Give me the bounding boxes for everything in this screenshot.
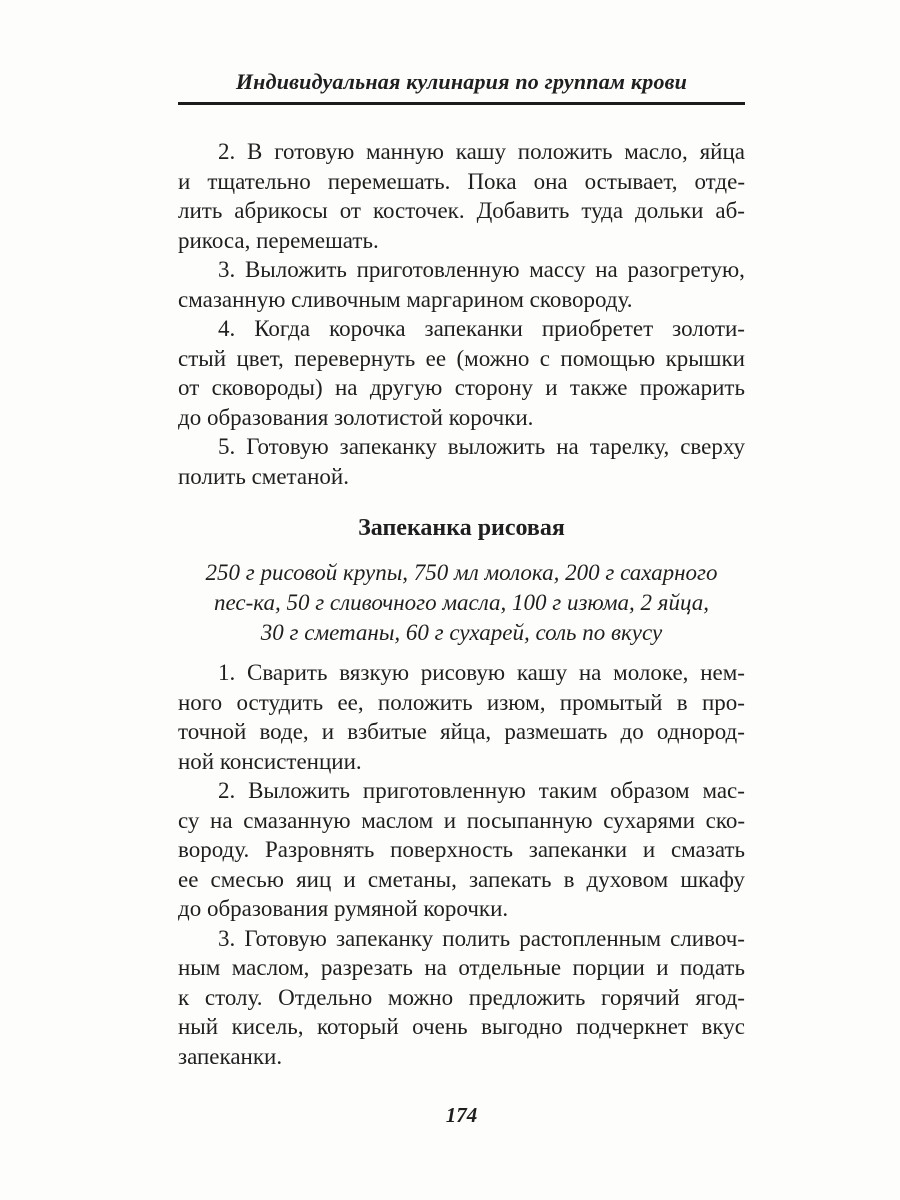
word: Добавить [476,198,570,223]
word: помощью [560,345,656,371]
text-line [178,953,745,983]
text-line [178,432,745,462]
text-line [178,255,745,285]
word: запеканки [528,837,628,862]
word: маслом, [231,955,310,980]
word: остудить [236,689,324,715]
word: до [620,719,644,744]
word: ско- [705,807,745,833]
word: точной [178,719,247,744]
word: выгодно [481,1014,563,1039]
word: образом [610,778,690,803]
word: от [339,198,361,223]
word: однород- [656,719,745,744]
word: яйца [699,139,745,164]
word: горячий [601,984,680,1010]
word: Выложить [248,778,351,803]
header-rule [178,102,745,105]
word: крышки [665,345,745,371]
text-line: ной консистенции. [178,748,362,774]
word: масло, [624,139,688,164]
word: 4. [218,316,236,341]
word: сверху [680,434,745,459]
word: ягод- [695,984,745,1010]
word: взбитые [347,719,427,744]
word: Пока [467,168,517,194]
word: от [178,375,200,400]
word: лить [178,198,223,223]
text-line: рикоса, перемешать. [178,227,379,253]
word: изюм, [486,689,546,715]
text-line: до образования золотистой корочки. [178,404,534,430]
word: ее [425,345,447,371]
text-line [178,167,745,197]
text-line: смазанную сливочным маргарином сковороду. [178,286,633,312]
word: предложить [468,984,586,1010]
word: манную [366,139,444,164]
word: яиц [296,866,332,892]
word: золоти- [672,316,745,341]
text-line [178,314,745,344]
word: воде, [259,719,309,744]
word: Отдельно [278,984,373,1010]
word: вкус [701,1014,745,1039]
text-line [178,717,745,747]
text-line: запеканки. [178,1043,283,1069]
word: и [656,955,669,980]
word: подчеркнет [576,1014,689,1039]
word: и [343,866,356,892]
text-line [178,924,745,954]
recipe-title: Запеканка рисовая [358,515,565,541]
text-line [178,196,745,226]
word: выложить [447,434,546,459]
word: Когда [254,316,311,341]
type-area [178,0,745,1129]
paragraph [178,924,745,1072]
word: 3. [218,257,236,282]
intro-steps [178,137,745,491]
word: поверхность [390,837,513,862]
word: сметаны, [367,866,457,892]
word: рисовую [420,660,506,685]
text-line [178,865,745,895]
word: тщательно [207,168,311,194]
word: таким [538,778,598,803]
word: смазать [670,837,745,862]
word: на [556,434,579,459]
word: и [545,375,558,400]
word: очень [412,1014,468,1039]
word: перемешать. [327,168,451,194]
word: другую [369,375,443,400]
word: с [539,345,550,371]
word: кашу [455,139,506,164]
word: столу. [204,984,263,1010]
word: про- [701,689,745,715]
paragraph [178,658,745,776]
paragraph [178,314,745,432]
word: Готовую [244,925,327,951]
word: туда [581,198,624,223]
word: посыпанную [466,807,593,833]
text-line [178,344,745,374]
word: кашу [516,660,568,685]
word: сковороды) [211,375,323,400]
word: ного [178,689,223,715]
word: приобретет [541,316,654,341]
word: 2. [218,139,236,164]
ingredients [178,558,745,648]
word: на [210,807,233,833]
text-line [178,373,745,403]
word: разрезать [320,955,413,980]
word: корочка [329,316,406,341]
word: полить [442,925,511,951]
word: на [595,257,618,282]
word: положить [377,689,473,715]
word: в [563,866,575,892]
text-line [178,658,745,688]
paragraph [178,432,745,491]
text-line [178,688,745,718]
word: положить [517,139,613,164]
word: приготовленную [356,257,520,282]
word: Выложить [244,257,347,282]
word: аб- [715,198,745,223]
word: к [178,984,190,1010]
word: прожарить [639,375,745,400]
text-line [178,776,745,806]
paragraph [178,137,745,255]
word: (можно [456,345,530,371]
text-line: до образования румяной корочки. [178,896,509,921]
word: разогретую, [627,257,745,282]
word: стый [178,345,227,371]
word: яйца, [440,719,492,744]
word: запекать [468,866,552,892]
word: размешать [504,719,608,744]
ingredients-line: 30 г сметаны, 60 г сухарей, соль по вкусу [260,620,663,645]
word: В [247,139,263,164]
word: на [334,375,358,400]
word: 1. [218,660,236,685]
text-line [178,1012,745,1042]
word: сухарями [603,807,695,833]
paragraph [178,255,745,314]
word: сливоч- [670,925,745,951]
word: запеканку [335,925,434,951]
word: мас- [702,778,745,803]
word: остывает, [584,168,678,194]
word: молоке, [613,660,689,685]
word: Разровнять [264,837,375,862]
word: готовую [274,139,355,164]
word: шкафу [680,866,745,892]
word: приготовленную [362,778,526,803]
word: духовом [586,866,669,892]
word: Готовую [246,434,329,459]
word: дольки [635,198,704,223]
recipe-steps [178,658,745,1071]
word: также [569,375,628,400]
word: 2. [218,778,236,803]
word: нем- [700,660,745,685]
word: су [178,807,200,833]
word: Сварить [247,660,328,685]
word: 3. [218,925,236,951]
ingredients-line: пес-ка, 50 г сливочного масла, 100 г изюма, 2 яйца, [214,590,709,615]
word: смазанную [243,807,351,833]
text-line [178,806,745,836]
word: и [642,837,656,862]
word: ее, [337,689,364,715]
word: массу [529,257,586,282]
word: запеканку [339,434,437,459]
word: сторону [454,375,533,400]
word: растопленным [519,925,662,951]
word: отде- [694,168,745,194]
word: тарелку, [589,434,670,459]
word: цвет, [236,345,284,371]
text-line [178,835,745,865]
word: смесью [210,866,284,892]
word: 5. [218,434,236,459]
running-head-title: Индивидуальная кулинария по группам крови [235,69,688,94]
word: и [321,719,335,744]
word: запеканки [424,316,523,341]
word: на [424,955,447,980]
word: вороду. [178,837,250,862]
word: кисель, [231,1014,304,1039]
text-line: полить сметаной. [178,463,349,489]
word: отдельные [458,955,562,980]
paragraph [178,776,745,924]
word: вязкую [339,660,410,685]
word: перевернуть [294,345,416,371]
word: ным [178,955,221,980]
word: ее [178,866,199,892]
ingredients-line: 250 г рисовой крупы, 750 мл молока, 200 г сахарного [205,560,718,585]
word: маслом [361,807,434,833]
word: порции [572,955,645,980]
word: и [178,168,191,194]
text-line [178,137,745,167]
word: подать [679,955,745,980]
word: в [676,689,688,715]
word: промытый [559,689,663,715]
word: на [578,660,602,685]
word: ный [178,1014,219,1039]
running-head [178,0,745,105]
word: и [443,807,457,833]
word: она [533,168,568,194]
word: который [316,1014,399,1039]
word: косточек. [372,198,465,223]
page-number: 174 [445,1103,478,1127]
word: абрикосы [234,198,328,223]
text-line [178,983,745,1013]
word: можно [387,984,454,1010]
